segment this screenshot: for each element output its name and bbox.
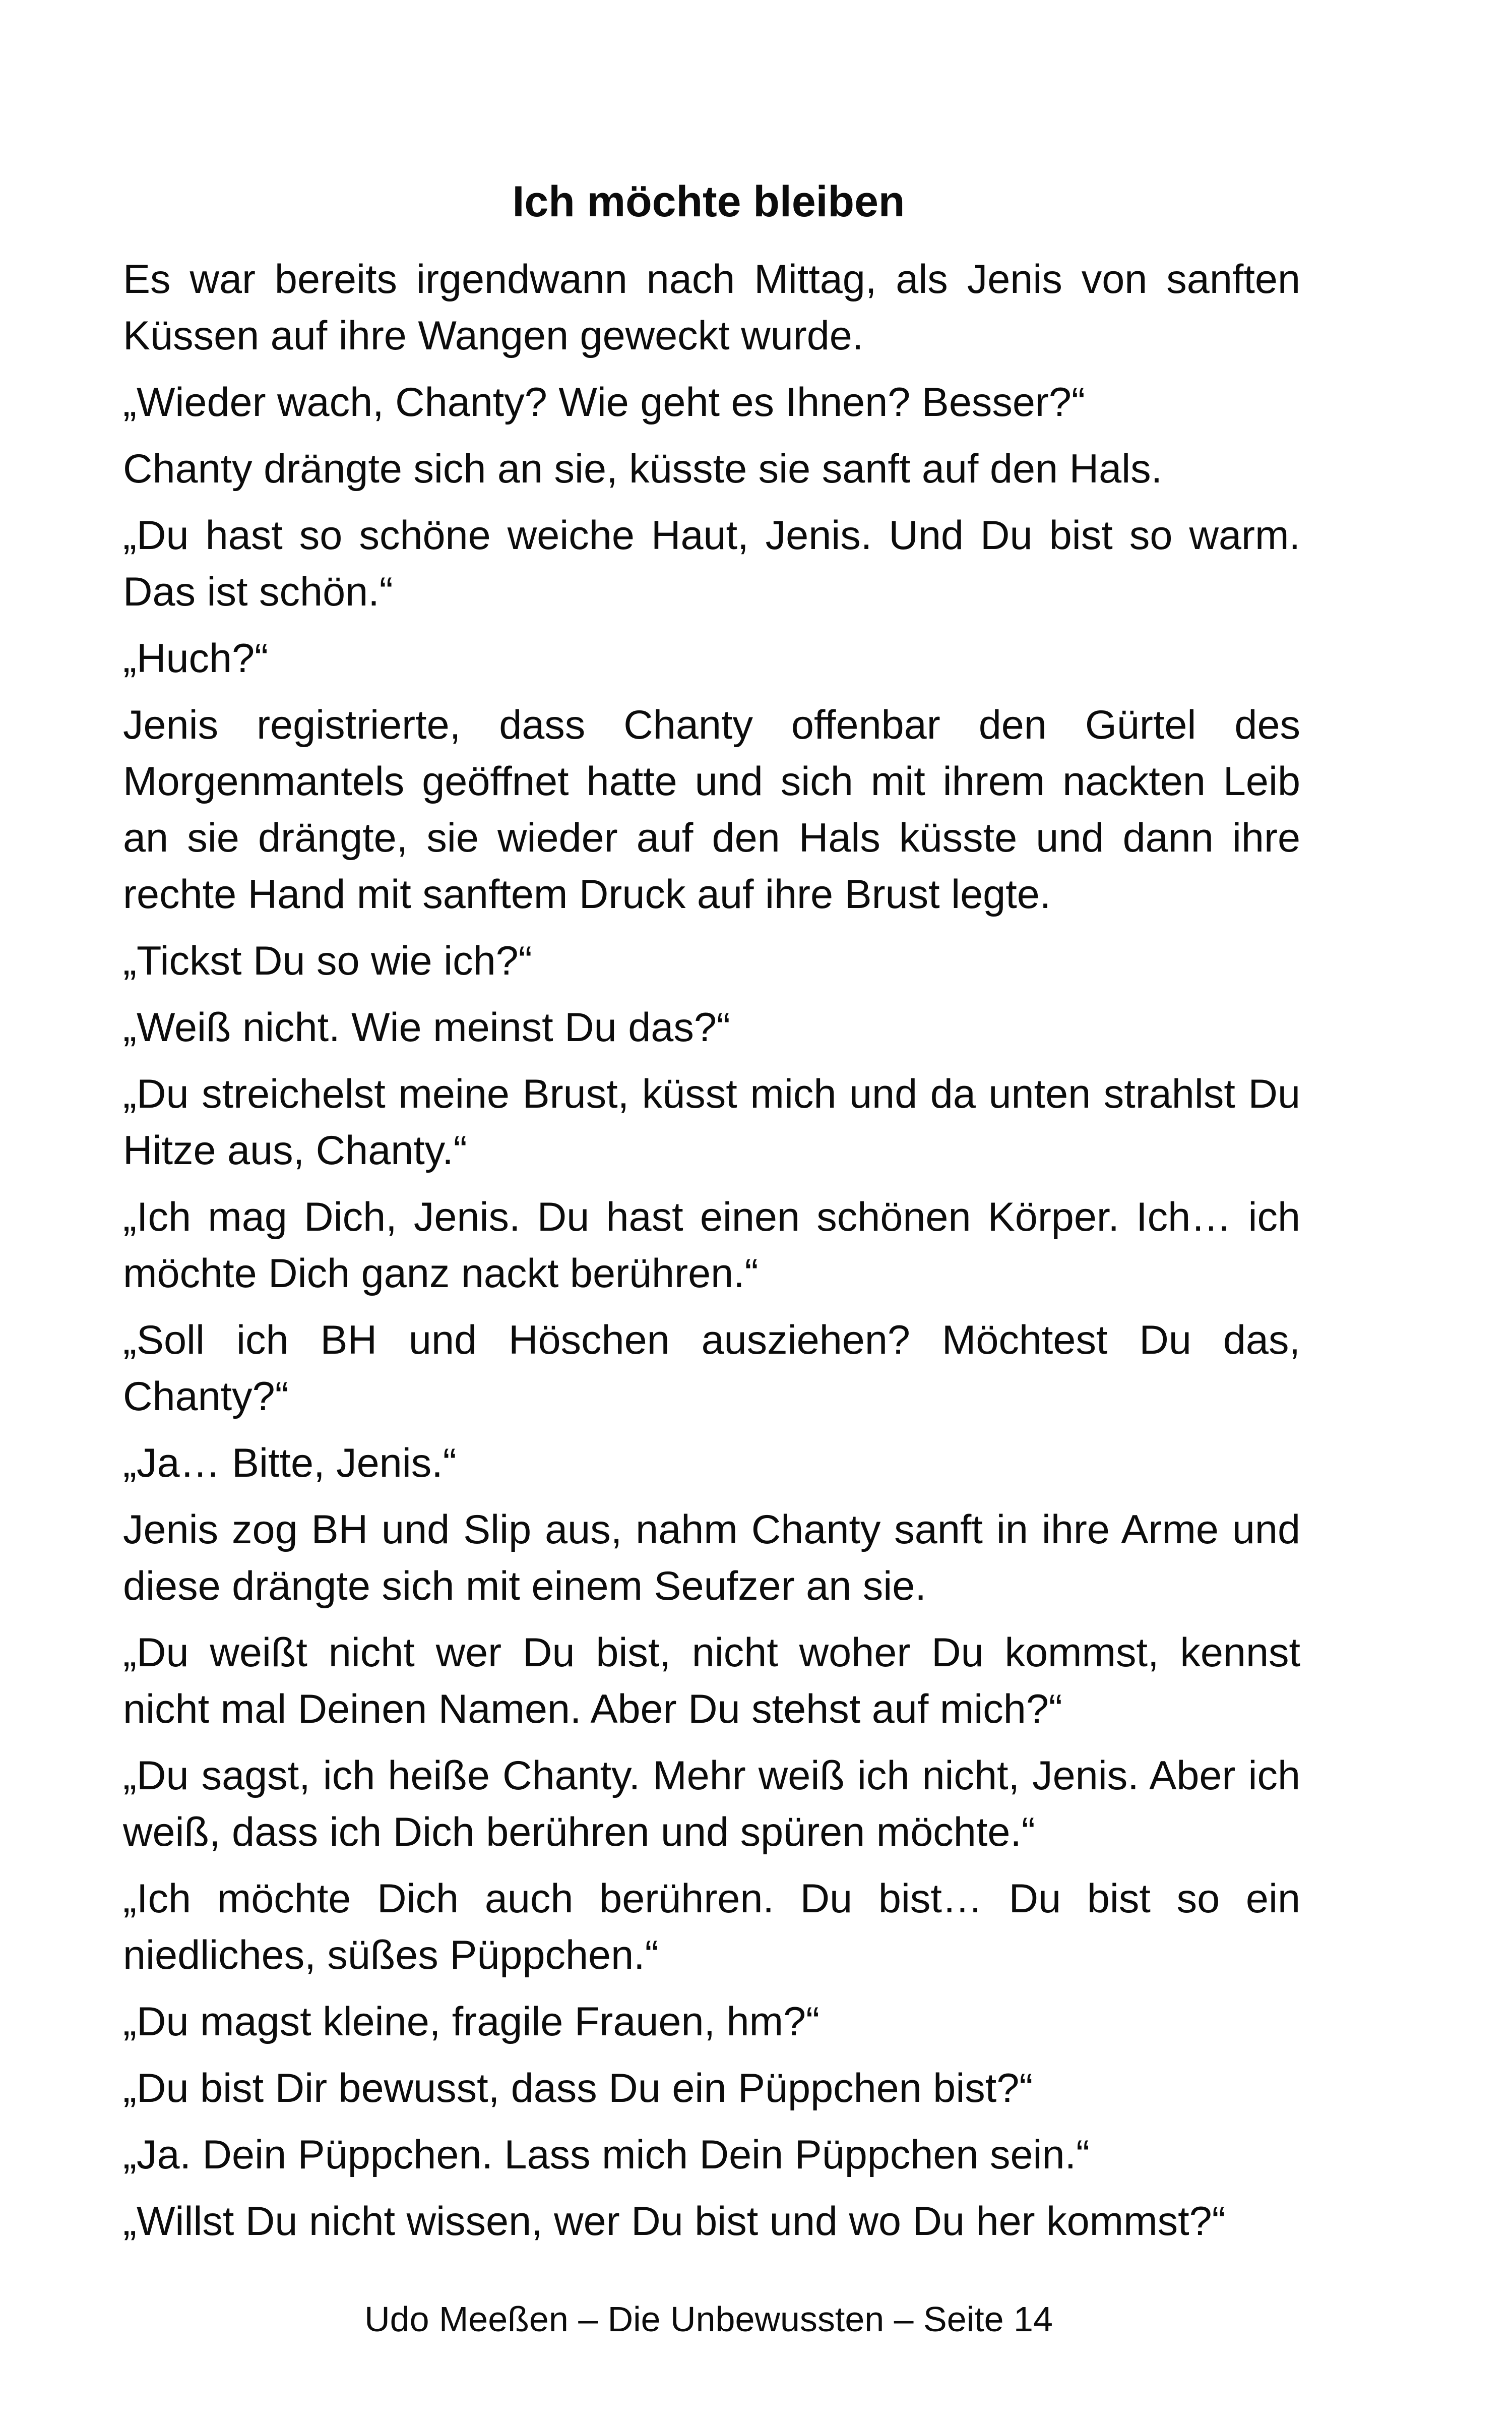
- paragraph: „Du sagst, ich heiße Chanty. Mehr weiß ich nicht, Jenis. Aber ich weiß, dass ich Dich berühren und spüren möchte.“: [123, 1753, 1300, 1855]
- paragraph: Chanty drängte sich an sie, küsste sie sanft auf den Hals.: [123, 446, 1163, 492]
- paragraph: „Ja… Bitte, Jenis.“: [123, 1440, 457, 1486]
- paragraph: „Huch?“: [123, 636, 269, 681]
- paragraph: „Du streichelst meine Brust, küsst mich und da unten strahlst Du Hitze aus, Chanty.“: [123, 1071, 1300, 1173]
- paragraph: „Ich möchte Dich auch berühren. Du bist… Du bist so ein niedliches, süßes Püppchen.“: [123, 1876, 1300, 1978]
- paragraph: „Wieder wach, Chanty? Wie geht es Ihnen? Besser?“: [123, 380, 1085, 425]
- chapter-title: Ich möchte bleiben: [512, 177, 905, 226]
- paragraph: „Ja. Dein Püppchen. Lass mich Dein Püppchen sein.“: [123, 2132, 1090, 2177]
- paragraph: „Du weißt nicht wer Du bist, nicht woher Du kommst, kennst nicht mal Deinen Namen. Aber Du stehst auf mich?“: [123, 1630, 1300, 1732]
- paragraph: „Weiß nicht. Wie meinst Du das?“: [123, 1005, 730, 1050]
- paragraph: „Ich mag Dich, Jenis. Du hast einen schönen Körper. Ich… ich möchte Dich ganz nackt berühren.“: [123, 1194, 1300, 1296]
- paragraph: „Soll ich BH und Höschen ausziehen? Möchtest Du das, Chanty?“: [123, 1317, 1300, 1419]
- page-footer: Udo Meeßen – Die Unbewussten – Seite 14: [364, 2300, 1053, 2339]
- paragraph: Jenis registrierte, dass Chanty offenbar den Gürtel des Morgenmantels geöffnet hatte und sich mit ihrem nackten Leib an sie drängte, sie wieder auf den Hals küsste und dann ihre rechte Hand mit sanftem Druck auf ihre Brust legte.: [123, 702, 1300, 917]
- paragraph: Es war bereits irgendwann nach Mittag, als Jenis von sanften Küssen auf ihre Wangen geweckt wurde.: [123, 257, 1300, 358]
- paragraph: „Du bist Dir bewusst, dass Du ein Püppchen bist?“: [123, 2066, 1033, 2111]
- chapter-body: [123, 251, 1300, 2260]
- paragraph: „Willst Du nicht wissen, wer Du bist und wo Du her kommst?“: [123, 2199, 1226, 2244]
- paragraph: Jenis zog BH und Slip aus, nahm Chanty sanft in ihre Arme und diese drängte sich mit einem Seufzer an sie.: [123, 1507, 1300, 1609]
- paragraph: „Du hast so schöne weiche Haut, Jenis. Und Du bist so warm. Das ist schön.“: [123, 513, 1300, 615]
- paragraph: „Du magst kleine, fragile Frauen, hm?“: [123, 1999, 820, 2044]
- paragraph: „Tickst Du so wie ich?“: [123, 938, 532, 984]
